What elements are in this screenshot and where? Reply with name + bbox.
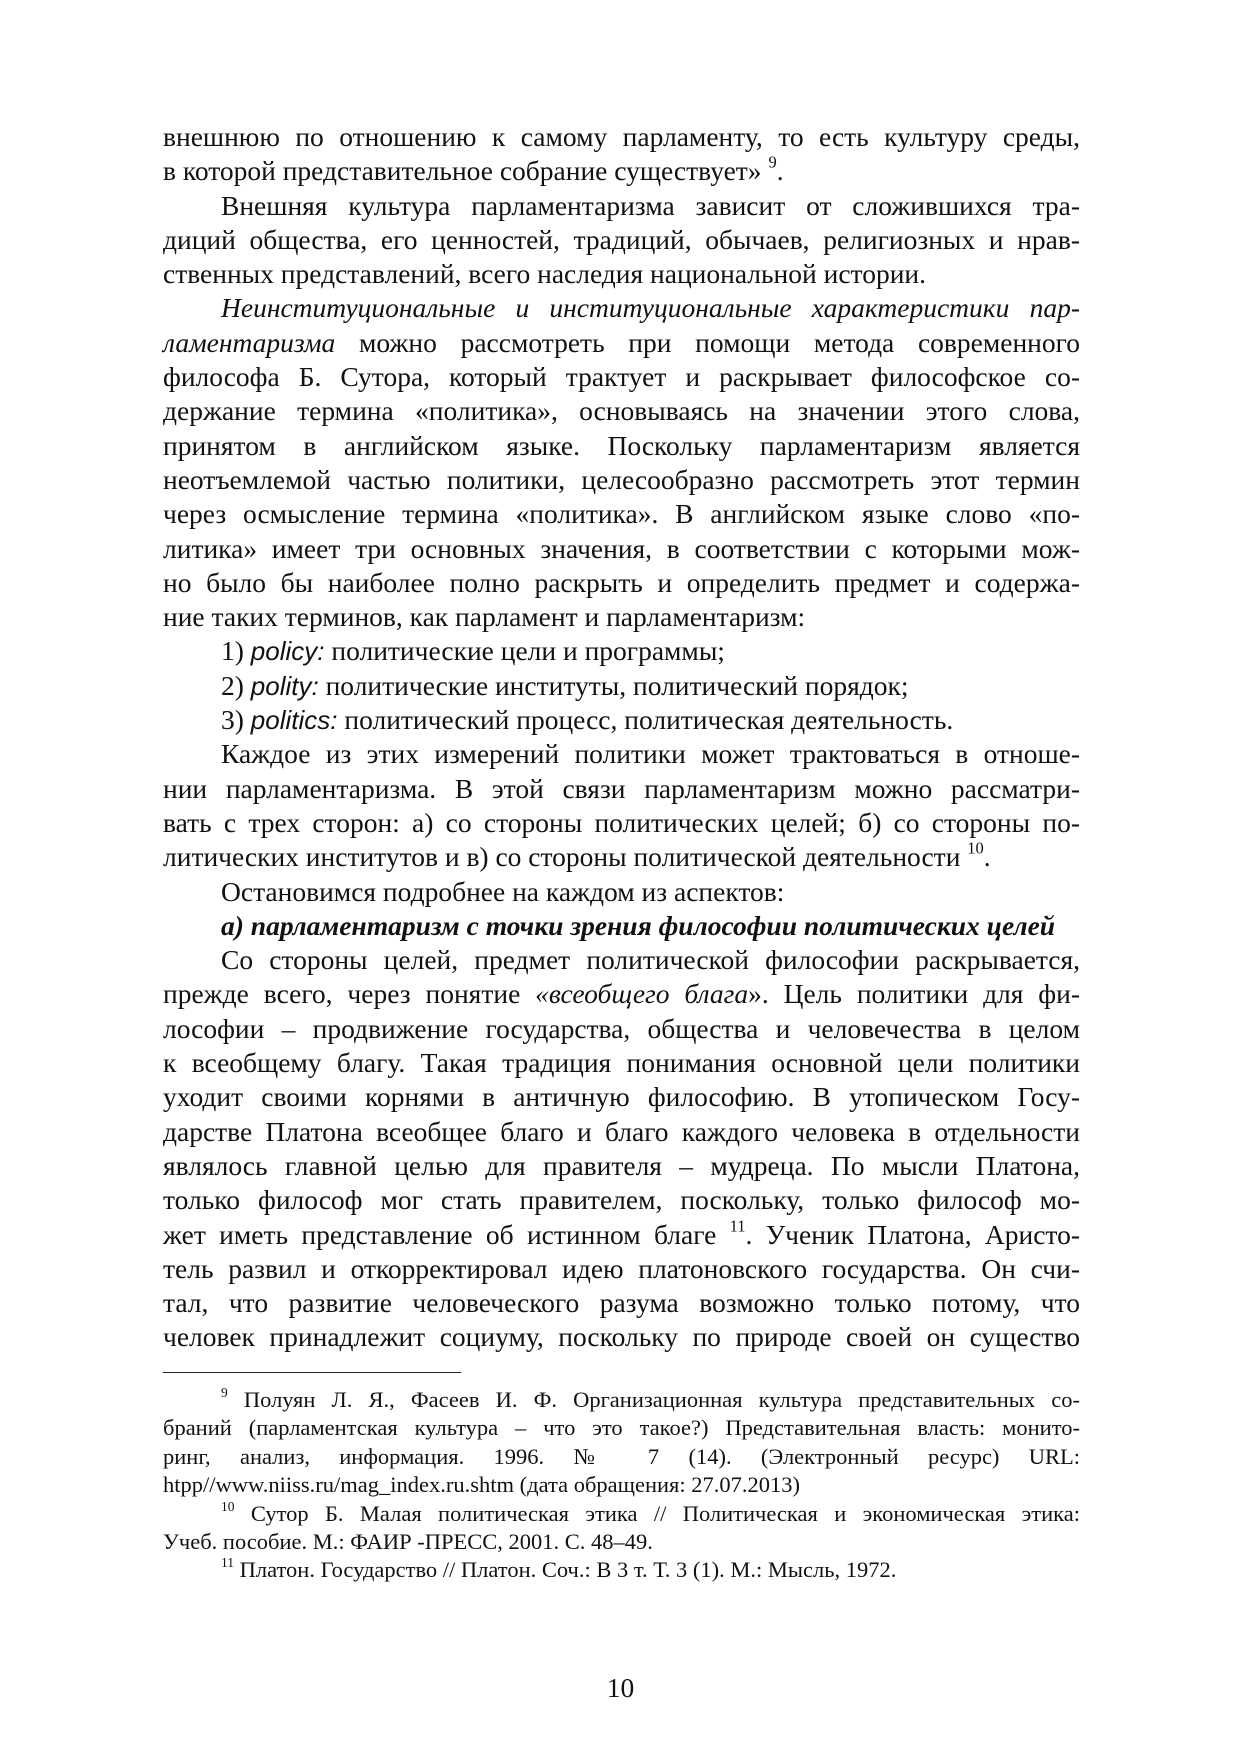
footnote-separator: [163, 1372, 461, 1373]
text-line: тель развил и откорректировал идею платоновского государства. Он счи-: [163, 1252, 1080, 1284]
text-line: вать с трех сторон: а) со стороны политических целей; б) со стороны по-: [163, 806, 1080, 838]
list-item: 3) politics: политический процесс, политическая деятельность.: [221, 704, 954, 736]
footnote-line: браний (парламентская культура – что это такое?) Представительная власть: монито-: [163, 1415, 1080, 1441]
text-line: прежде всего, через понятие «всеобщего блага». Цель политики для фи-: [163, 978, 1081, 1010]
text-line: человек принадлежит социуму, поскольку по природе своей он существо: [163, 1321, 1080, 1353]
footnote-number: 11: [221, 1555, 234, 1571]
footnote-line: Учеб. пособие. М.: ФАИР -ПРЕСС, 2001. С. 48–49.: [163, 1528, 653, 1554]
text-line: нии парламентаризма. В этой связи парламентаризм можно рассматри-: [163, 772, 1080, 804]
body-text: [163, 120, 1080, 1355]
text-line: неотъемлемой частью политики, целесообразно рассмотреть этот термин: [163, 463, 1080, 495]
text-line: литических институтов и в) со стороны политической деятельности $^{10}$.: [163, 838, 991, 873]
text-line: дарстве Платона всеобщее благо и благо каждого человека в отдельности: [163, 1115, 1080, 1147]
page-number: 10: [606, 1672, 635, 1703]
text-line: философа Б. Сутора, который трактует и раскрывает философское со-: [163, 361, 1080, 393]
footnote-line: htpp//www.niiss.ru/mag_index.ru.shtm (дата обращения: 27.07.2013): [163, 1472, 801, 1498]
footnote-ref: 10: [967, 838, 984, 858]
text-line: к всеобщему благу. Такая традиция понимания основной цели политики: [163, 1047, 1080, 1079]
text-line: Со стороны целей, предмет политической философии раскрывается,: [221, 944, 1080, 976]
text-line: в которой представительное собрание существует» $^9$.: [163, 152, 784, 187]
text-line: уходит своими корнями в античную философию. В утопическом Госу-: [163, 1081, 1080, 1113]
text-line: Внешняя культура парламентаризма зависит от сложившихся тра-: [221, 189, 1080, 221]
text-line: но было бы наиболее полно раскрыть и определить предмет и содержа-: [163, 566, 1080, 598]
text-line: только философ мог стать правителем, поскольку, только философ мо-: [163, 1184, 1080, 1216]
text-line: ние таких терминов, как парламент и парламентаризм:: [163, 601, 806, 633]
text-line: Остановимся подробнее на каждом из аспектов:: [221, 875, 785, 907]
text-line: являлось главной целью для правителя – мудреца. По мысли Платона,: [163, 1149, 1080, 1181]
text-line: ственных представлений, всего наследия национальной истории.: [163, 258, 927, 290]
text-line: внешнюю по отношению к самому парламенту, то есть культуру среды,: [163, 121, 1080, 152]
footnote-line: ринг, анализ, информация. 1996. № 7 (14). (Электронный ресурс) URL:: [163, 1443, 1080, 1469]
footnote-line: $^{11}$ Платон. Государство // Платон. Соч.: В 3 т. Т. 3 (1). М.: Мысль, 1972.: [221, 1555, 897, 1583]
text-line: ламентаризма можно рассмотреть при помощи метода современного: [163, 326, 1080, 358]
footnote-line: $^9$ Полуян Л. Я., Фасеев И. Ф. Организационная культура представительных со-: [221, 1384, 1080, 1412]
text-line: диций общества, его ценностей, традиций, обычаев, религиозных и нрав-: [163, 223, 1080, 255]
text-line: лософии – продвижение государства, общества и человечества в целом: [163, 1012, 1080, 1044]
list-item: 2) polity: политические институты, политический порядок;: [221, 669, 909, 701]
text-line: через осмысление термина «политика». В английском языке слово «по-: [163, 498, 1080, 530]
text-line: Неинституциональные и институциональные характеристики пар-: [221, 292, 1080, 324]
footnotes: [163, 1386, 1080, 1585]
text-line: жет иметь представление об истинном благе $^{11}$. Ученик Платона, Аристо-: [163, 1216, 1080, 1250]
footnote-ref: 9: [768, 152, 777, 172]
footnote-line: $^{10}$ Сутор Б. Малая политическая этика // Политическая и экономическая этика:: [221, 1498, 1080, 1526]
text-line: тал, что развитие человеческого разума возможно только потому, что: [163, 1287, 1080, 1319]
list-item: 1) policy: политические цели и программы;: [221, 635, 725, 667]
footnote-number: 10: [221, 1498, 235, 1514]
text-line: держание термина «политика», основываясь на значении этого слова,: [163, 395, 1080, 427]
text-line: Каждое из этих измерений политики может трактоваться в отноше-: [221, 738, 1080, 770]
section-heading: а) парламентаризм с точки зрения философии политических целей: [221, 909, 1056, 941]
text-line: литика» имеет три основных значения, в соответствии с которыми мож-: [163, 532, 1080, 564]
footnote-number: 9: [221, 1384, 228, 1400]
text-line: принятом в английском языке. Поскольку парламентаризм является: [163, 429, 1080, 461]
footnote-ref: 11: [729, 1216, 746, 1236]
